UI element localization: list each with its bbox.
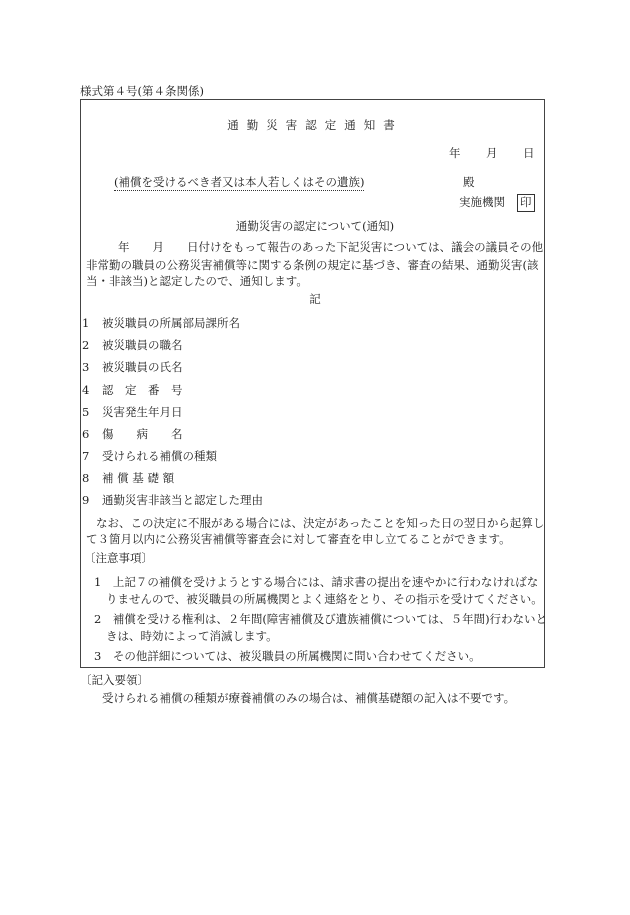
issuer-label: 実施機関 xyxy=(459,195,505,209)
list-item xyxy=(82,495,263,507)
item-label: 補 償 基 礎 額 xyxy=(102,471,175,485)
item-number: 4 xyxy=(82,383,90,397)
body-text-line: 当・非該当)と認定したので、通知します。 xyxy=(86,274,308,288)
item-number: 9 xyxy=(82,493,90,507)
date-year: 年 xyxy=(449,146,461,160)
form-number-label: 様式第４号(第４条関係) xyxy=(80,84,204,98)
list-item xyxy=(82,407,183,419)
honorific-label: 殿 xyxy=(463,175,475,189)
item-number: 2 xyxy=(82,338,90,352)
note-line: 2 補償を受ける権利は、２年間(障害補償及び遺族補償については、５年間)行わないと xyxy=(94,612,548,626)
item-number: 8 xyxy=(82,471,90,485)
note-line: 1 上記７の補償を受けようとする場合には、請求書の提出を速やかに行わなければな xyxy=(94,575,539,589)
note-line: きは、時効によって消滅します。 xyxy=(106,629,278,643)
seal-mark: 印 xyxy=(517,194,535,212)
instructions-heading: 〔記入要領〕 xyxy=(80,673,149,687)
item-number: 5 xyxy=(82,405,90,419)
document-title: 通勤災害認定通知書 xyxy=(227,118,403,132)
list-item xyxy=(82,362,183,374)
item-number: 6 xyxy=(82,427,90,441)
list-item xyxy=(82,473,174,485)
appeal-text-line: なお、この決定に不服がある場合には、決定があったことを知った日の翌日から起算し xyxy=(96,516,545,530)
note-line: りませんので、被災職員の所属機関とよく連絡をとり、その指示を受けてください。 xyxy=(106,592,543,606)
body-text-line: 非常勤の職員の公務災害補償等に関する条例の規定に基づき、審査の結果、通勤災害(該 xyxy=(86,258,539,272)
item-number: 7 xyxy=(82,449,90,463)
date-day: 日 xyxy=(523,146,535,160)
list-item xyxy=(82,385,183,397)
list-item xyxy=(82,340,183,352)
item-label: 被災職員の職名 xyxy=(102,338,183,352)
item-number: 1 xyxy=(82,316,90,330)
addressee-field: (補償を受けるべき者又は本人若しくはその遺族) xyxy=(114,175,365,189)
ki-heading: 記 xyxy=(309,292,321,306)
list-item xyxy=(82,318,240,330)
notes-heading: 〔注意事項〕 xyxy=(84,551,153,565)
list-item xyxy=(82,429,183,441)
item-label: 被災職員の所属部局課所名 xyxy=(102,316,240,330)
date-month: 月 xyxy=(486,146,498,160)
list-item xyxy=(82,451,217,463)
item-label: 災害発生年月日 xyxy=(102,405,183,419)
instructions-text: 受けられる補償の種類が療養補償のみの場合は、補償基礎額の記入は不要です。 xyxy=(102,691,516,705)
item-label: 認 定 番 号 xyxy=(102,383,183,397)
note-line: 3 その他詳細については、被災職員の所属機関に問い合わせてください。 xyxy=(94,649,481,663)
appeal-text-line: て３箇月以内に公務災害補償等審査会に対して審査を申し立てることができます。 xyxy=(86,532,511,546)
subject-line: 通勤災害の認定について(通知) xyxy=(235,219,395,233)
body-text-line: 年 月 日付けをもって報告のあった下記災害については、議会の議員その他 xyxy=(118,240,544,254)
item-number: 3 xyxy=(82,360,90,374)
item-label: 通勤災害非該当と認定した理由 xyxy=(102,493,263,507)
item-label: 傷 病 名 xyxy=(102,427,183,441)
item-label: 受けられる補償の種類 xyxy=(102,449,217,463)
item-label: 被災職員の氏名 xyxy=(102,360,183,374)
